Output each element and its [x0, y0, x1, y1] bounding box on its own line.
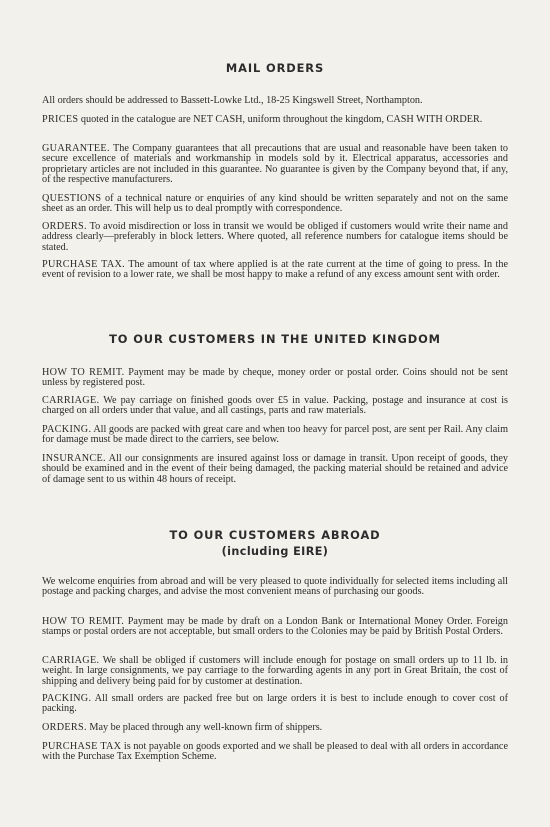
- paragraph-text: We pay carriage on finished goods over £5 in value. Packing, postage and insurance at cost is charged on all orders under that value, and all castings, parts and raw materials.: [42, 395, 508, 417]
- abroad-purchase-tax-paragraph: [42, 742, 508, 763]
- mail-orders-prices-paragraph: [42, 115, 508, 125]
- paragraph-lead: ORDERS.: [42, 722, 87, 733]
- paragraph-text: We welcome enquiries from abroad and will be very pleased to quote individually for selected items including all postage and packing charges, and advise the most convenient means of purchasing our goods.: [42, 576, 508, 598]
- paragraph-text: We shall be obliged if customers will include enough for postage on small orders up to 11 lb. in weight. In large consignments, we pay carriage to the forwarding agents in any port in Great Britain, the cost of shipping and delivery being paid for by customer at destination.: [42, 655, 508, 687]
- paragraph-lead: INSURANCE.: [42, 453, 106, 464]
- uk-packing-paragraph: [42, 425, 508, 446]
- uk-customers-heading: TO OUR CUSTOMERS IN THE UNITED KINGDOM: [109, 332, 441, 346]
- paragraph-lead: PACKING.: [42, 424, 92, 435]
- uk-insurance-paragraph: [42, 454, 508, 485]
- mail-orders-purchase-tax-paragraph: [42, 260, 508, 281]
- mail-orders-orders-paragraph: [42, 222, 508, 253]
- paragraph-text: To avoid misdirection or loss in transit we would be obliged if customers would write their name and address clearly—preferably in block letters. Where quoted, all reference numbers for catalogue items should be stated.: [42, 221, 508, 253]
- paragraph-lead: CARRIAGE.: [42, 655, 100, 666]
- abroad-packing-paragraph: [42, 694, 508, 715]
- paragraph-lead: PACKING.: [42, 693, 92, 704]
- paragraph-lead: QUESTIONS: [42, 193, 102, 204]
- paragraph-text: of a technical nature or enquiries of any kind should be written separately and not on the same sheet as an order. This will help us to deal promptly with correspondence.: [42, 193, 508, 215]
- abroad-orders-paragraph: [42, 723, 508, 733]
- paragraph-text: May be placed through any well-known firm of shippers.: [86, 722, 323, 733]
- paragraph-lead: HOW TO REMIT.: [42, 616, 125, 627]
- paragraph-lead: HOW TO REMIT.: [42, 367, 125, 378]
- abroad-customers-subheading: (including EIRE): [221, 545, 329, 558]
- paragraph-text: The amount of tax where applied is at the rate current at the time of going to press. In the event of revision to a lower rate, we shall be most happy to make a refund of any excess amount sent with order.: [42, 259, 508, 281]
- paragraph-text: All goods are packed with great care and when too heavy for parcel post, are sent per Rail. Any claim for damage must be made direct to the carriers, see below.: [42, 424, 508, 446]
- paragraph-lead: ORDERS.: [42, 221, 87, 232]
- mail-orders-questions-paragraph: [42, 194, 508, 215]
- mail-orders-address-paragraph: [42, 96, 508, 106]
- paragraph-lead: GUARANTEE.: [42, 143, 110, 154]
- paragraph-text: The Company guarantees that all precautions that are usual and reasonable have been taken to secure excellence of materials and workmanship in models sold by it. Electrical apparatus, accessories and proprietary articles are not included in this guarantee. No guarantee is given by the Company beyond that, if any, of the respective manufacturers.: [42, 143, 508, 185]
- abroad-how-to-remit-paragraph: [42, 617, 508, 638]
- abroad-carriage-paragraph: [42, 656, 508, 687]
- mail-orders-heading: MAIL ORDERS: [225, 61, 325, 75]
- paragraph-text: quoted in the catalogue are NET CASH, uniform throughout the kingdom, CASH WITH ORDER.: [78, 114, 483, 125]
- abroad-customers-heading: TO OUR CUSTOMERS ABROAD: [169, 528, 381, 542]
- paragraph-lead: PURCHASE TAX: [42, 741, 122, 752]
- paragraph-lead: CARRIAGE.: [42, 395, 100, 406]
- paragraph-text: Payment may be made by cheque, money order or postal order. Coins should not be sent unless by registered post.: [42, 367, 508, 389]
- paragraph-text: Payment may be made by draft on a London Bank or International Money Order. Foreign stamps or postal orders are not acceptable, but small orders to the Colonies may be paid by British Postal Orders.: [42, 616, 508, 638]
- paragraph-text: All our consignments are insured against loss or damage in transit. Upon receipt of goods, they should be examined and in the event of their being damaged, the packing material should be retained and advice of damage sent to us within 48 hours of receipt.: [42, 453, 508, 485]
- paragraph-lead: PRICES: [42, 114, 79, 125]
- paragraph-text: is not payable on goods exported and we shall be pleased to deal with all orders in accordance with the Purchase Tax Exemption Scheme.: [42, 741, 508, 763]
- abroad-intro-paragraph: [42, 577, 508, 598]
- paragraph-text: All small orders are packed free but on large orders it is best to include enough to cover cost of packing.: [42, 693, 508, 715]
- uk-how-to-remit-paragraph: [42, 368, 508, 389]
- paragraph-text: All orders should be addressed to Bassett-Lowke Ltd., 18-25 Kingswell Street, Northampton.: [42, 95, 423, 106]
- mail-orders-guarantee-paragraph: [42, 144, 508, 185]
- paragraph-lead: PURCHASE TAX.: [42, 259, 126, 270]
- uk-carriage-paragraph: [42, 396, 508, 417]
